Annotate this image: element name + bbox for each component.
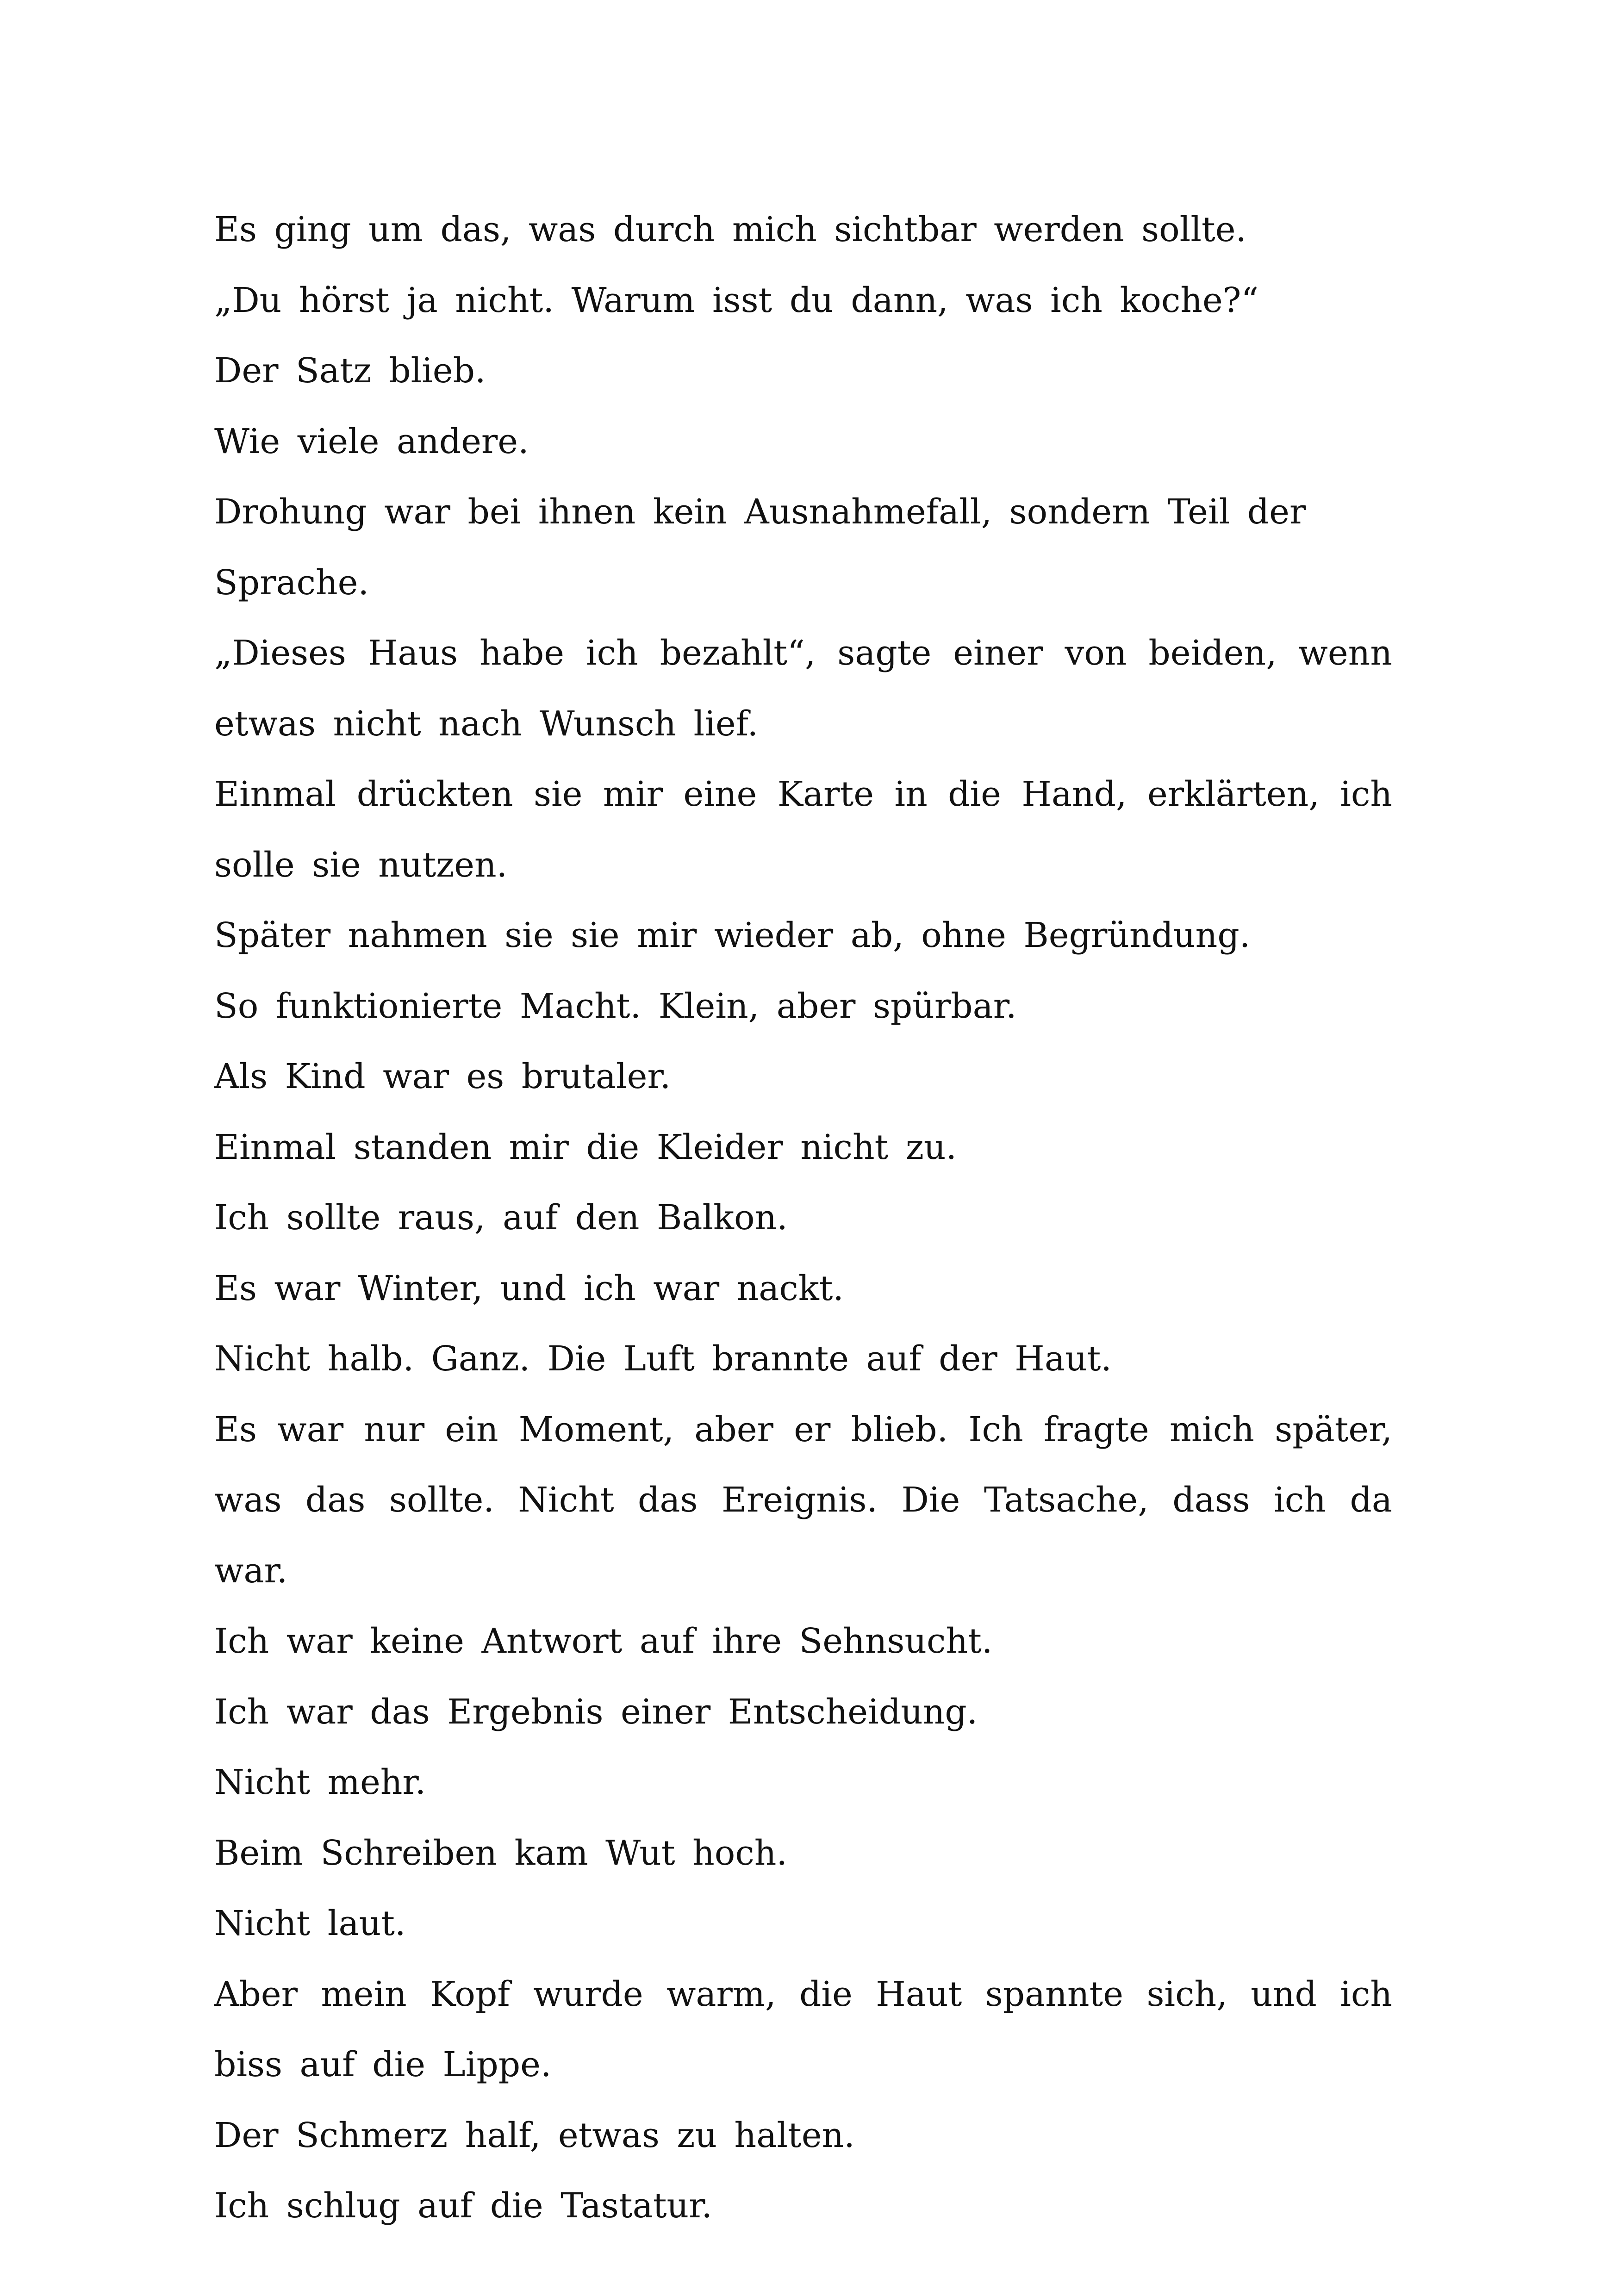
paragraph: Beim Schreiben kam Wut hoch. <box>214 1833 787 1873</box>
paragraph: Es war nur ein Moment, aber er blieb. Ich fragte mich später, was das sollte. Nicht das Ereignis. Die Tatsache, dass ich da war. <box>214 1409 1392 1591</box>
paragraph: Ich sollte raus, auf den Balkon. <box>214 1198 788 1238</box>
paragraph: Es ging um das, was durch mich sichtbar werden sollte. <box>214 210 1247 249</box>
paragraph: Ich war das Ergebnis einer Entscheidung. <box>214 1692 978 1732</box>
paragraph: Ich schlug auf die Tastatur. <box>214 2186 712 2226</box>
paragraph: Als Kind war es brutaler. <box>214 1057 671 1096</box>
paragraph: Es war Winter, und ich war nackt. <box>214 1268 844 1308</box>
paragraph: „Dieses Haus habe ich bezahlt“, sagte einer von beiden, wenn etwas nicht nach Wunsch lief. <box>214 633 1392 744</box>
paragraph: Aber mein Kopf wurde warm, die Haut spannte sich, und ich biss auf die Lippe. <box>214 1974 1392 2084</box>
paragraph: Wie viele andere. <box>214 421 529 461</box>
paragraph: Einmal standen mir die Kleider nicht zu. <box>214 1127 957 1167</box>
paragraph: Nicht mehr. <box>214 1762 426 1802</box>
paragraph: Der Schmerz half, etwas zu halten. <box>214 2115 855 2155</box>
paragraph: „Du hörst ja nicht. Warum isst du dann, was ich koche?“ <box>214 280 1259 320</box>
paragraph: Ich war keine Antwort auf ihre Sehnsucht. <box>214 1621 993 1661</box>
paragraph: Nicht halb. Ganz. Die Luft brannte auf der Haut. <box>214 1339 1112 1379</box>
paragraph: Nicht laut. <box>214 1904 406 1943</box>
paragraph: Drohung war bei ihnen kein Ausnahmefall, sondern Teil der Sprache. <box>214 492 1306 603</box>
paragraph: So funktionierte Macht. Klein, aber spürbar. <box>214 986 1017 1026</box>
paragraph: Der Satz blieb. <box>214 351 486 391</box>
body-text <box>214 194 1392 2241</box>
paragraph: Später nahmen sie sie mir wieder ab, ohne Begründung. <box>214 915 1251 955</box>
paragraph: Einmal drückten sie mir eine Karte in die Hand, erklärten, ich solle sie nutzen. <box>214 774 1392 885</box>
